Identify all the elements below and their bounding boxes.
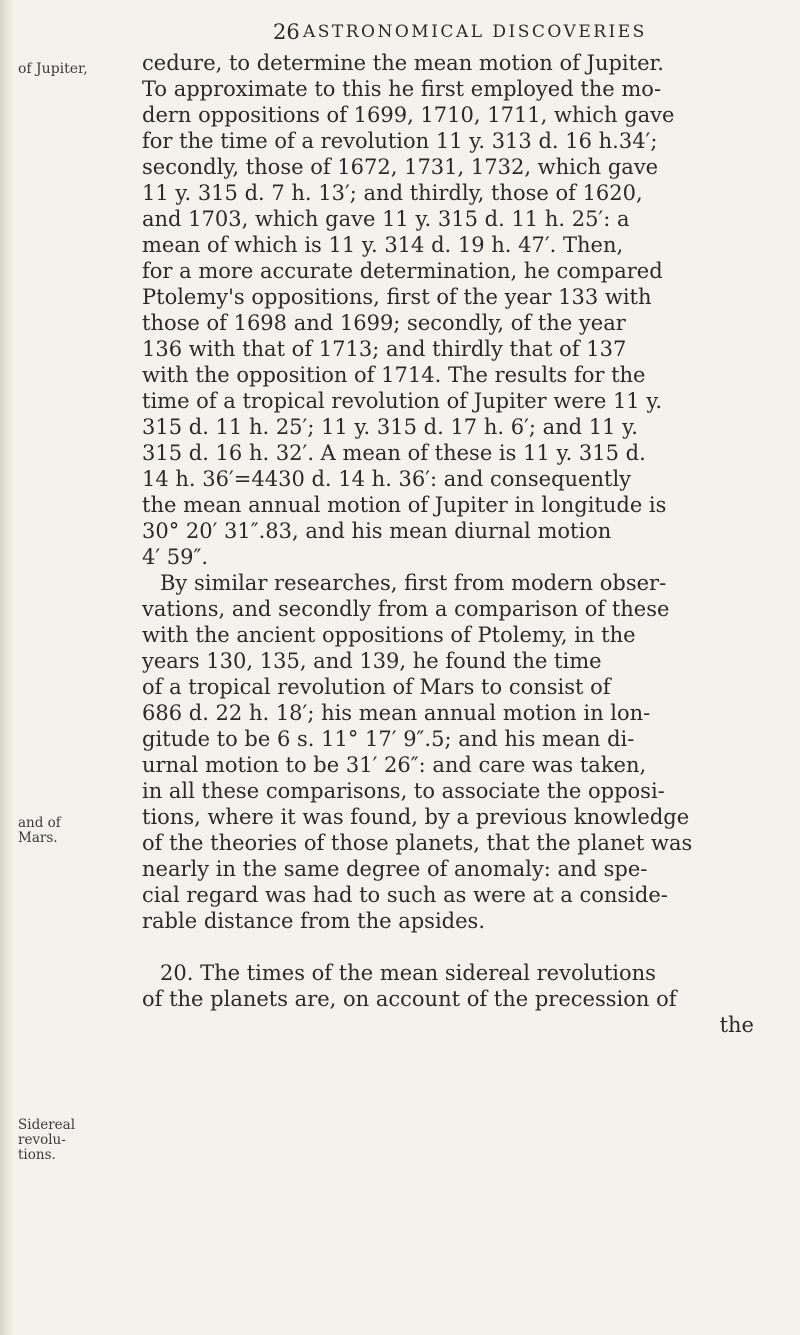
text-line: secondly, those of 1672, 1731, 1732, which gave: [142, 155, 659, 179]
text-line: tions, where it was found, by a previous knowledge: [142, 805, 690, 829]
text-line: To approximate to this he first employed the mo-: [142, 77, 662, 101]
text-line: nearly in the same degree of anomaly: and spe-: [142, 857, 648, 881]
text-line: 315 d. 11 h. 25′; 11 y. 315 d. 17 h. 6′; and 11 y.: [142, 415, 638, 439]
text-line: cial regard was had to such as were at a conside-: [142, 883, 668, 907]
text-line: Ptolemy's oppositions, first of the year 133 with: [142, 285, 652, 309]
text-line: the: [719, 1013, 754, 1037]
text-line: urnal motion to be 31′ 26″: and care was taken,: [142, 753, 647, 777]
body-text: [142, 50, 754, 1038]
text-line: for the time of a revolution 11 y. 313 d. 16 h.34′;: [142, 129, 658, 153]
text-line: with the ancient oppositions of Ptolemy, in the: [142, 623, 636, 647]
text-line: with the opposition of 1714. The results for the: [142, 363, 646, 387]
text-line: vations, and secondly from a comparison of these: [142, 597, 670, 621]
text-line: 14 h. 36′=4430 d. 14 h. 36′: and consequently: [142, 467, 632, 491]
text-line: of the theories of those planets, that the planet was: [142, 831, 693, 855]
text-line: 315 d. 16 h. 32′. A mean of these is 11 y. 315 d.: [142, 441, 646, 465]
paragraph-jupiter: [142, 50, 754, 570]
text-line: for a more accurate determination, he compared: [142, 259, 663, 283]
text-line: those of 1698 and 1699; secondly, of the year: [142, 311, 626, 335]
text-line: time of a tropical revolution of Jupiter were 11 y.: [142, 389, 663, 413]
text-line: gitude to be 6 s. 11° 17′ 9″.5; and his mean di-: [142, 727, 635, 751]
text-line: of the planets are, on account of the precession of: [142, 987, 677, 1011]
text-line: 20. The times of the mean sidereal revolutions: [160, 961, 656, 985]
paragraph-sidereal: [142, 960, 754, 1038]
text-line: and 1703, which gave 11 y. 315 d. 11 h. 25′: a: [142, 207, 630, 231]
text-line: By similar researches, first from modern obser-: [160, 571, 667, 595]
text-line: of a tropical revolution of Mars to consist of: [142, 675, 611, 699]
text-line: rable distance from the apsides.: [142, 909, 485, 933]
paragraph-mars: [142, 570, 754, 934]
text-line: 686 d. 22 h. 18′; his mean annual motion in lon-: [142, 701, 651, 725]
text-line: in all these comparisons, to associate the opposi-: [142, 779, 665, 803]
text-line: mean of which is 11 y. 314 d. 19 h. 47′. Then,: [142, 233, 624, 257]
text-line: dern oppositions of 1699, 1710, 1711, which gave: [142, 103, 675, 127]
text-line: 11 y. 315 d. 7 h. 13′; and thirdly, those of 1620,: [142, 181, 643, 205]
text-line: cedure, to determine the mean motion of Jupiter.: [142, 51, 664, 75]
margin-note-mars: and of Mars.: [18, 815, 61, 846]
page-gutter-shadow: [0, 0, 14, 1335]
text-line: 30° 20′ 31″.83, and his mean diurnal motion: [142, 519, 612, 543]
page-number: 26: [273, 20, 300, 44]
text-line: 4′ 59″.: [142, 545, 209, 569]
margin-note-jupiter: of Jupiter,: [18, 61, 88, 77]
text-line: the mean annual motion of Jupiter in longitude is: [142, 493, 667, 517]
margin-note-sidereal: Sidereal revolu- tions.: [18, 1117, 76, 1163]
running-title: ASTRONOMICAL DISCOVERIES: [303, 22, 647, 42]
text-line: years 130, 135, and 139, he found the time: [142, 649, 602, 673]
text-line: 136 with that of 1713; and thirdly that of 137: [142, 337, 627, 361]
